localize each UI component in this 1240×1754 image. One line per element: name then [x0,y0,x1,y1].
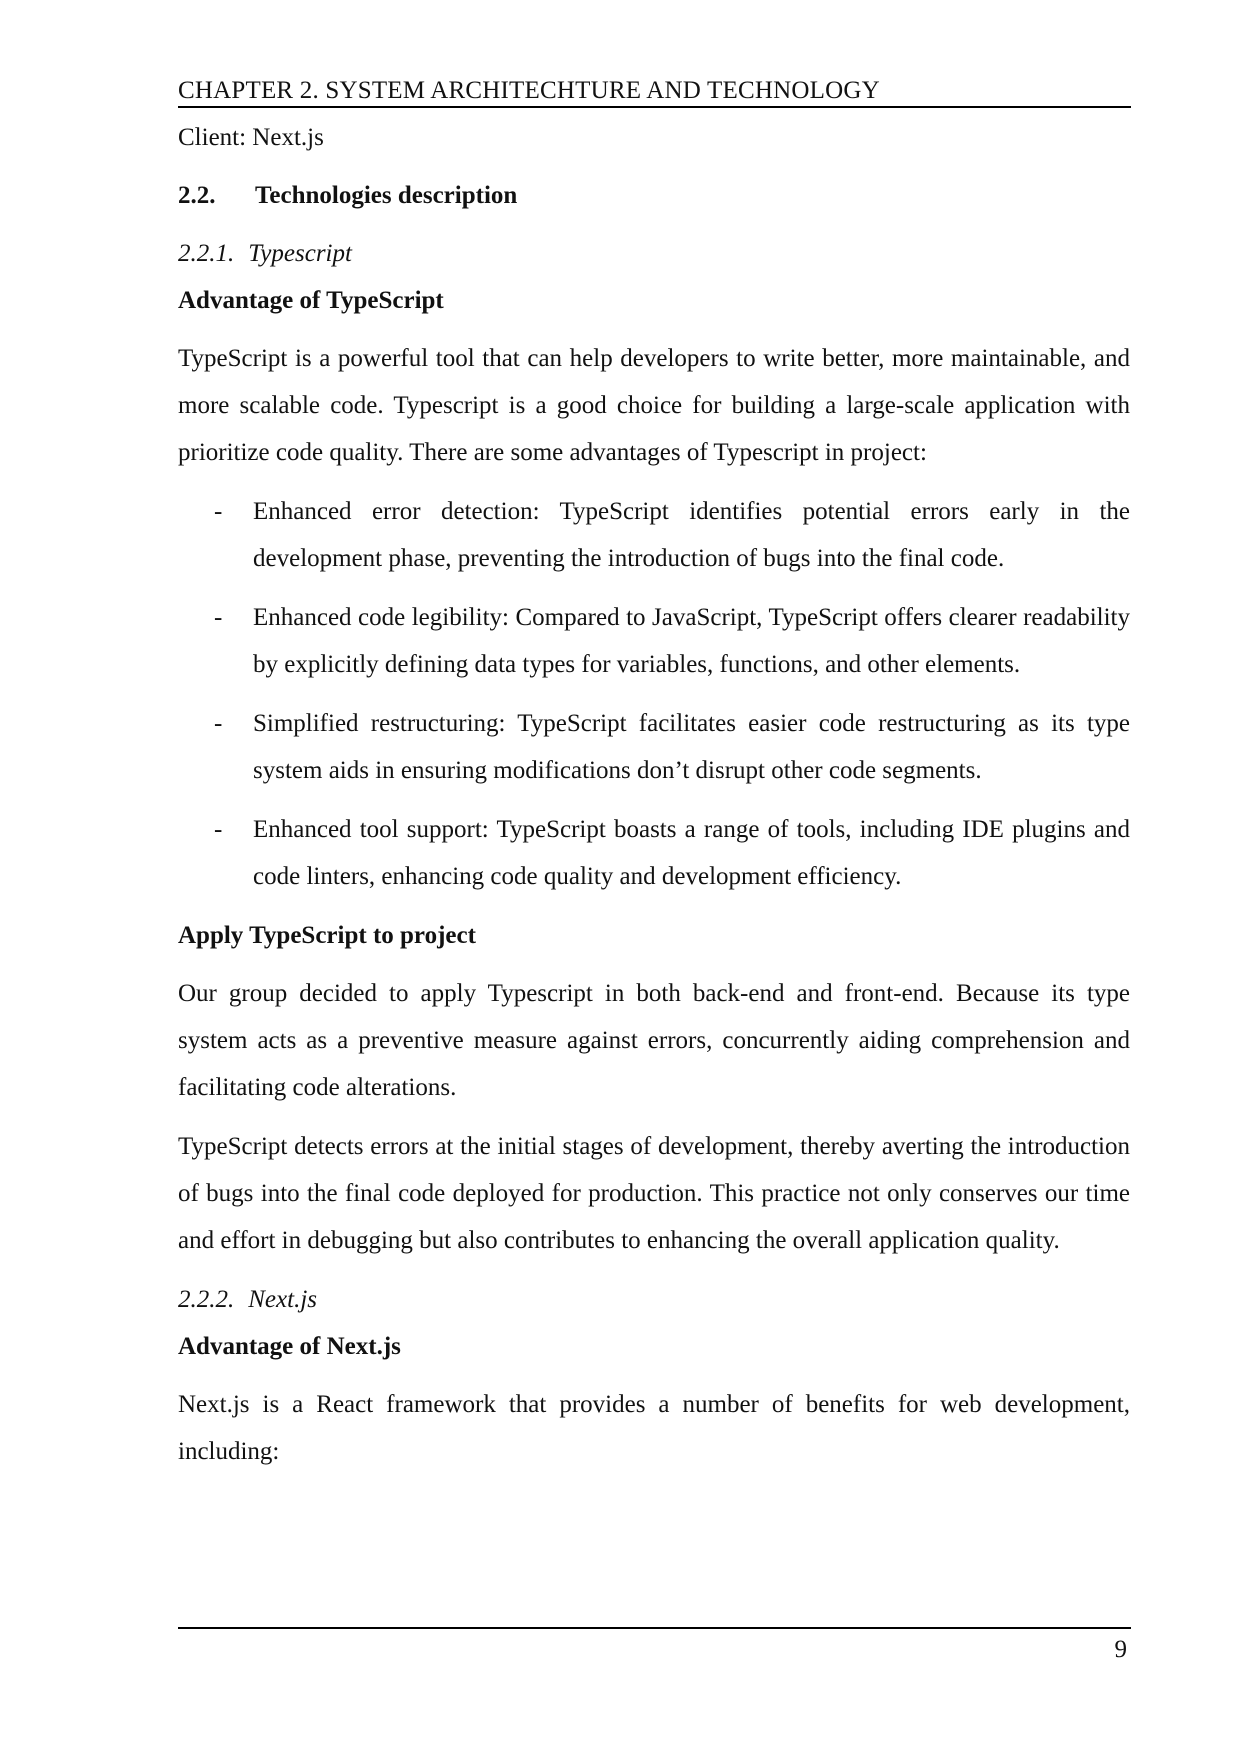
chapter-title: CHAPTER 2. SYSTEM ARCHITECHTURE AND TECHNOLOGY [178,77,880,104]
list-item [178,488,1130,582]
subsection-heading-nextjs [178,1276,1130,1323]
list-item-text: Simplified restructuring: TypeScript facilitates easier code restructuring as its type system aids in ensuring modifications don’t disrupt other code segments. [253,710,1130,784]
bullet-dash: - [214,604,223,631]
subsection-title: Typescript [248,240,352,267]
page-content [178,114,1130,1487]
advantage-nextjs-heading: Advantage of Next.js [178,1333,401,1360]
advantage-typescript-paragraph: TypeScript is a powerful tool that can help developers to write better, more maintainable, and more scalable code. Typescript is a good choice for building a large-scale application with prioritize code quality. There are some advantages of Typescript in project: [178,345,1130,466]
advantage-nextjs-paragraph: Next.js is a React framework that provides a number of benefits for web development, including: [178,1391,1130,1465]
section-title: Technologies description [255,182,518,209]
subsection-title: Next.js [248,1286,317,1313]
list-item-text: Enhanced error detection: TypeScript identifies potential errors early in the development phase, preventing the introduction of bugs into the final code. [253,498,1130,572]
list-item-text: Enhanced tool support: TypeScript boasts a range of tools, including IDE plugins and code linters, enhancing code quality and development efficiency. [253,816,1130,890]
list-item [178,594,1130,688]
section-number: 2.2. [178,182,216,209]
apply-typescript-heading: Apply TypeScript to project [178,922,476,949]
bullet-dash: - [214,816,223,843]
subsection-number: 2.2.2. [178,1286,235,1313]
typescript-advantages-list [178,488,1130,900]
running-header [178,74,1131,108]
running-footer [178,1627,1131,1669]
advantage-typescript-heading: Advantage of TypeScript [178,287,444,314]
section-heading [178,172,1130,219]
list-item-text: Enhanced code legibility: Compared to JavaScript, TypeScript offers clearer readability by explicitly defining data types for variables, functions, and other elements. [253,604,1130,678]
apply-typescript-paragraph-1: Our group decided to apply Typescript in both back-end and front-end. Because its type system acts as a preventive measure against errors, concurrently aiding comprehension and facilitating code alterations. [178,980,1130,1101]
list-item [178,806,1130,900]
list-item [178,700,1130,794]
bullet-dash: - [214,710,223,737]
bullet-dash: - [214,498,223,525]
subsection-number: 2.2.1. [178,240,235,267]
apply-typescript-paragraph-2: TypeScript detects errors at the initial stages of development, thereby averting the introduction of bugs into the final code deployed for production. This practice not only conserves our time and effort in debugging but also contributes to enhancing the overall application quality. [178,1133,1130,1254]
subsection-heading-typescript [178,230,1130,277]
page-number: 9 [1114,1636,1127,1663]
intro-line: Client: Next.js [178,124,324,151]
